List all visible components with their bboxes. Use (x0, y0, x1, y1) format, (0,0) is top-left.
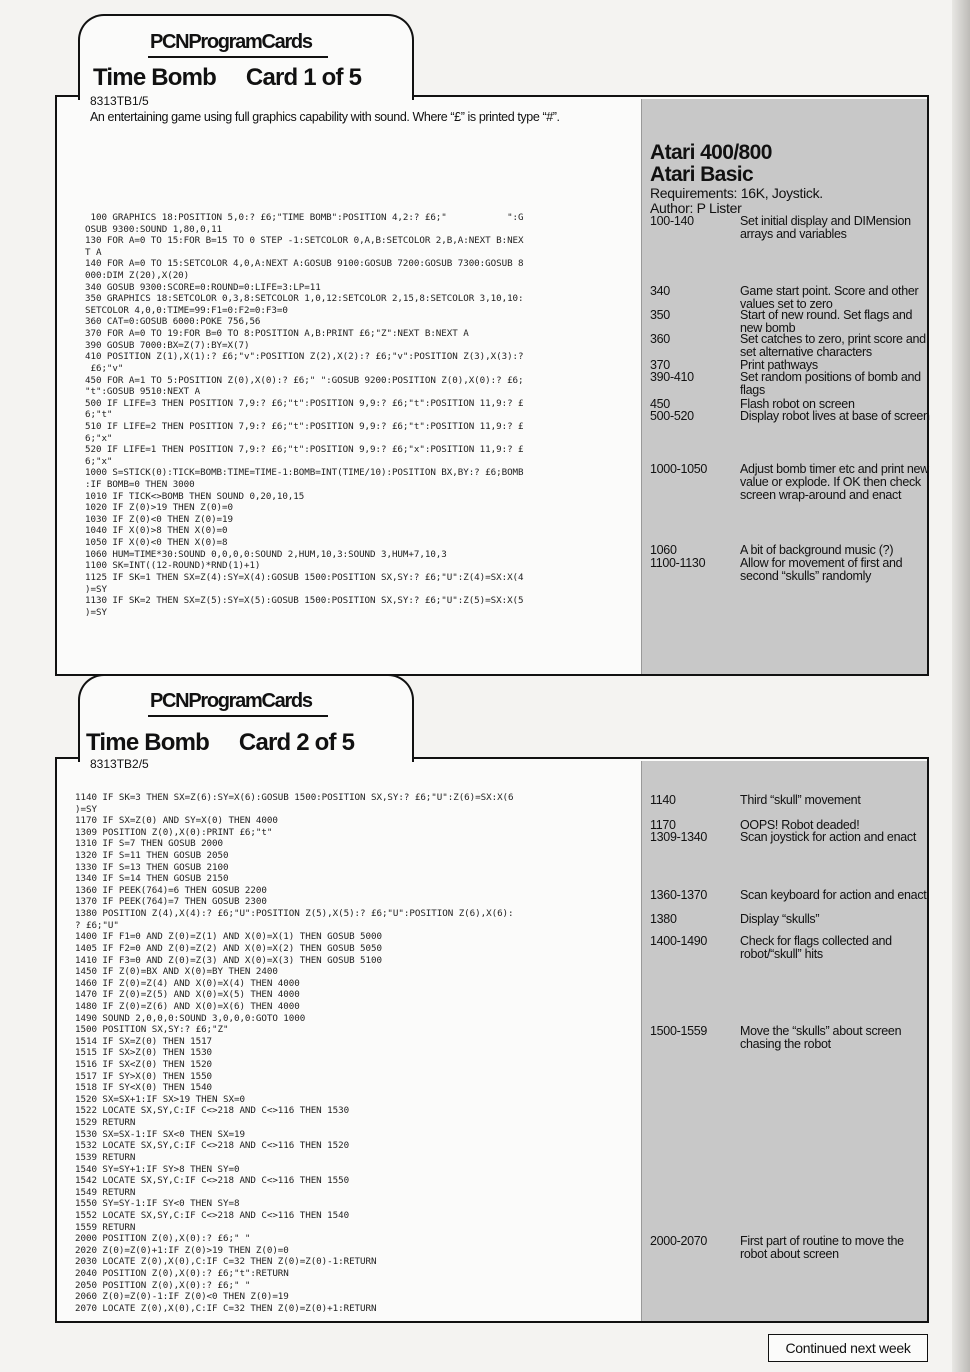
code-line: 2060 Z(0)=Z(0)-1:IF Z(0)<0 THEN Z(0)=19 (75, 1291, 289, 1303)
code-line: 1550 SY=SY-1:IF SY<0 THEN SY=8 (75, 1198, 240, 1210)
annotation-line-range: 350 (650, 308, 670, 322)
code-line: )=SY (85, 606, 107, 618)
annotation-line-range: 370 (650, 358, 670, 372)
annotation-line-range: 1309-1340 (650, 830, 708, 844)
card-2-code-id: 8313TB2/5 (90, 757, 149, 771)
annotation-line-range: 1500-1559 (650, 1024, 708, 1038)
program-card-1 (55, 95, 929, 676)
code-line: 1340 IF S=14 THEN GOSUB 2150 (75, 873, 229, 885)
card-2-card-label: Card 2 of 5 (238, 729, 355, 756)
annotation-text: First part of routine to move the robot about screen (740, 1234, 904, 1261)
code-line: 140 FOR A=0 TO 15:SETCOLOR 4,0,A:NEXT A:GOSUB 9100:GOSUB 7200:GOSUB 7300:GOSUB 8 (85, 258, 524, 270)
code-line: 1125 IF SK=1 THEN SX=Z(4):SY=X(4):GOSUB 1500:POSITION SX,SY:? £6;"U":Z(4)=SX:X(4 (85, 571, 524, 583)
annotation-text: Print pathways (740, 358, 818, 372)
code-line: 520 IF LIFE=1 THEN POSITION 7,9:? £6;"t":POSITION 9,9:? £6;"x":POSITION 11,9:? £ (85, 444, 524, 456)
code-line: 360 CAT=0:GOSUB 6000:POKE 756,56 (85, 316, 261, 328)
code-line: 1020 IF Z(0)>19 THEN Z(0)=0 (85, 502, 233, 514)
code-line: 2020 Z(0)=Z(0)+1:IF Z(0)>19 THEN Z(0)=0 (75, 1244, 289, 1256)
code-line: 1030 IF Z(0)<0 THEN Z(0)=19 (85, 513, 233, 525)
code-line: 1532 LOCATE SX,SY,C:IF C<>218 AND C<>116 THEN 1520 (75, 1140, 350, 1152)
code-line: 2030 LOCATE Z(0),X(0),C:IF C=32 THEN Z(0)=Z(0)-1:RETURN (75, 1256, 377, 1268)
code-line: 1559 RETURN (75, 1221, 136, 1233)
annotation-line-range: 360 (650, 332, 670, 346)
card-2-code-listing (75, 792, 514, 1314)
code-line: 000:DIM Z(20),X(20) (85, 270, 190, 282)
code-line: 370 FOR A=0 TO 19:FOR B=0 TO 8:POSITION A,B:PRINT £6;"Z":NEXT B:NEXT A (85, 328, 469, 340)
annotation-line-range: 340 (650, 284, 670, 298)
annotation-text: Display “skulls” (740, 912, 820, 926)
code-line: 100 GRAPHICS 18:POSITION 5,0:? £6;"TIME BOMB":POSITION 4,2:? £6;" ":G (85, 212, 524, 223)
card-2-title (86, 729, 354, 757)
card-1-brand-logo: PCNProgramCards (150, 31, 312, 53)
page-binding-edge (952, 0, 970, 1372)
annotation-line-range: 1140 (650, 793, 676, 807)
annotation-line-range: 1100-1130 (650, 556, 706, 570)
annotation-text: Set catches to zero, print score and set alternative characters (740, 332, 926, 359)
annotation-line-range: 2000-2070 (650, 1234, 708, 1248)
code-line: "t":GOSUB 9510:NEXT A (85, 386, 201, 398)
code-line: 390 GOSUB 7000:BX=Z(7):BY=X(7) (85, 339, 250, 351)
card-1-code-listing (85, 212, 524, 618)
code-line: 6;"x" (85, 432, 113, 444)
annotation-line-range: 1000-1050 (650, 462, 708, 476)
code-line: 1520 SX=SX+1:IF SX>19 THEN SX=0 (75, 1093, 245, 1105)
code-line: 1370 IF PEEK(764)=7 THEN GOSUB 2300 (75, 896, 267, 908)
code-line: 1552 LOCATE SX,SY,C:IF C<>218 AND C<>116 THEN 1540 (75, 1209, 350, 1221)
code-line: 1060 HUM=TIME*30:SOUND 0,0,0,0:SOUND 2,HUM,10,3:SOUND 3,HUM+7,10,3 (85, 548, 447, 560)
continued-notice: Continued next week (768, 1334, 928, 1362)
code-line: 1539 RETURN (75, 1151, 136, 1163)
code-line: 6;"x" (85, 455, 113, 467)
code-line: 1320 IF S=11 THEN GOSUB 2050 (75, 850, 229, 862)
code-line: 1460 IF Z(0)=Z(4) AND X(0)=X(4) THEN 4000 (75, 977, 300, 989)
code-line: 510 IF LIFE=2 THEN POSITION 7,9:? £6;"t":POSITION 9,9:? £6;"t":POSITION 11,9:? £ (85, 420, 524, 432)
card-1-brand-underline (148, 56, 328, 58)
code-line: 1010 IF TICK<>BOMB THEN SOUND 0,20,10,15 (85, 490, 305, 502)
code-line: 1500 POSITION SX,SY:? £6;"Z" (75, 1024, 229, 1036)
platform-requirements: Requirements: 16K, Joystick. (650, 185, 823, 201)
code-line: 500 IF LIFE=3 THEN POSITION 7,9:? £6;"t":POSITION 9,9:? £6;"t":POSITION 11,9:? £ (85, 397, 524, 409)
card-2-brand-underline (148, 715, 328, 717)
code-line: 340 GOSUB 9300:SCORE=0:ROUND=0:LIFE=3:LP=11 (85, 281, 321, 293)
code-line: 1540 SY=SY+1:IF SY>8 THEN SY=0 (75, 1163, 240, 1175)
code-line: 1380 POSITION Z(4),X(4):? £6;"U":POSITION Z(5),X(5):? £6;"U":POSITION Z(6),X(6): (75, 908, 514, 920)
annotation-text: Move the “skulls” about screen chasing the robot (740, 1024, 902, 1051)
code-line: 2040 POSITION Z(0),X(0):? £6;"t":RETURN (75, 1267, 289, 1279)
code-line: 1530 SX=SX-1:IF SX<0 THEN SX=19 (75, 1128, 245, 1140)
card-1-title (93, 64, 361, 92)
platform-name: Atari 400/800 (650, 141, 772, 164)
card-1-intro: An entertaining game using full graphics capability with sound. Where “£” is printed type “#”. (90, 110, 560, 124)
code-line: £6;"v" (85, 362, 124, 374)
annotation-text: Set initial display and DIMension arrays and variables (740, 214, 911, 241)
annotation-line-range: 1360-1370 (650, 888, 708, 902)
code-line: 1410 IF F3=0 AND Z(0)=Z(3) AND X(0)=X(3) THEN GOSUB 5100 (75, 954, 382, 966)
annotation-line-range: 500-520 (650, 409, 694, 423)
card-1-game-title: Time Bomb (93, 64, 217, 91)
code-line: 1000 S=STICK(0):TICK=BOMB:TIME=TIME-1:BOMB=INT(TIME/10):POSITION BX,BY:? £6;BOMB (85, 467, 524, 479)
code-line: 2070 LOCATE Z(0),X(0),C:IF C=32 THEN Z(0)=Z(0)+1:RETURN (75, 1302, 377, 1314)
program-card-2 (55, 757, 929, 1323)
code-line: 1050 IF X(0)<0 THEN X(0)=8 (85, 537, 228, 549)
code-line: 1450 IF Z(0)=BX AND X(0)=BY THEN 2400 (75, 966, 278, 978)
code-line: 1330 IF S=13 THEN GOSUB 2100 (75, 861, 229, 873)
code-line: 1309 POSITION Z(0),X(0):PRINT £6;"t" (75, 826, 273, 838)
annotation-text: Start of new round. Set flags and new bomb (740, 308, 913, 335)
platform-author: Author: P Lister (650, 200, 742, 216)
annotation-text: Set random positions of bomb and flags (740, 370, 921, 397)
annotation-line-range: 1170 (650, 818, 676, 832)
annotation-text: Scan joystick for action and enact (740, 830, 917, 844)
annotation-text: Display robot lives at base of screen (740, 409, 930, 423)
code-line: 1529 RETURN (75, 1117, 136, 1129)
annotation-text: OOPS! Robot deaded! (740, 818, 860, 832)
code-line: 1170 IF SX=Z(0) AND SY=X(0) THEN 4000 (75, 815, 278, 827)
code-line: ? £6;"U" (75, 919, 119, 931)
code-line: 1516 IF SX<Z(0) THEN 1520 (75, 1059, 213, 1071)
annotation-text: A bit of background music (?) (740, 543, 894, 557)
annotation-text: Scan keyboard for action and enact (740, 888, 927, 902)
code-line: 1522 LOCATE SX,SY,C:IF C<>218 AND C<>116 THEN 1530 (75, 1105, 350, 1117)
code-line: 2050 POSITION Z(0),X(0):? £6;" " (75, 1279, 251, 1291)
annotation-line-range: 450 (650, 397, 670, 411)
code-line: 350 GRAPHICS 18:SETCOLOR 0,3,8:SETCOLOR 1,0,12:SETCOLOR 2,15,8:SETCOLOR 3,10,10: (85, 293, 524, 305)
annotation-line-range: 1380 (650, 912, 677, 926)
annotation-line-range: 1060 (650, 543, 677, 557)
code-line: )=SY (75, 803, 97, 815)
code-line: 1140 IF SK=3 THEN SX=Z(6):SY=X(6):GOSUB 1500:POSITION SX,SY:? £6;"U":Z(6)=SX:X(6 (75, 792, 514, 803)
annotation-text: Flash robot on screen (740, 397, 855, 411)
code-line: :IF BOMB=0 THEN 3000 (85, 479, 195, 491)
code-line: 130 FOR A=0 TO 15:FOR B=15 TO 0 STEP -1:SETCOLOR 0,A,B:SETCOLOR 2,B,A:NEXT B:NEX (85, 235, 524, 247)
code-line: OSUB 9300:SOUND 1,80,0,11 (85, 223, 223, 235)
code-line: 1542 LOCATE SX,SY,C:IF C<>218 AND C<>116 THEN 1550 (75, 1175, 350, 1187)
code-line: 1400 IF F1=0 AND Z(0)=Z(1) AND X(0)=X(1) THEN GOSUB 5000 (75, 931, 382, 943)
annotation-text: Allow for movement of first and second “skulls” randomly (740, 556, 903, 583)
code-line: 6;"t" (85, 409, 113, 421)
annotation-text: Check for flags collected and robot/“skull” hits (740, 934, 892, 961)
card-1-card-label: Card 1 of 5 (245, 64, 362, 91)
annotation-line-range: 100-140 (650, 214, 694, 228)
code-line: SETCOLOR 4,0,0:TIME=99:F1=0:F2=0:F3=0 (85, 304, 288, 316)
code-line: 1490 SOUND 2,0,0,0:SOUND 3,0,0,0:GOTO 1000 (75, 1012, 306, 1024)
annotation-text: Adjust bomb timer etc and print new value or explode. If OK then check screen wrap-around and enact (740, 462, 929, 502)
code-line: 1518 IF SY<X(0) THEN 1540 (75, 1082, 213, 1094)
code-line: 1549 RETURN (75, 1186, 136, 1198)
code-line: 1130 IF SK=2 THEN SX=Z(5):SY=X(5):GOSUB 1500:POSITION SX,SY:? £6;"U":Z(5)=SX:X(5 (85, 595, 524, 607)
platform-info (650, 142, 823, 216)
platform-language: Atari Basic (650, 163, 754, 186)
card-2-game-title: Time Bomb (86, 729, 210, 756)
code-line: 1405 IF F2=0 AND Z(0)=Z(2) AND X(0)=X(2) THEN GOSUB 5050 (75, 942, 382, 954)
code-line: 1514 IF SX=Z(0) THEN 1517 (75, 1035, 213, 1047)
card-1-code-id: 8313TB1/5 (90, 94, 149, 108)
code-line: 1310 IF S=7 THEN GOSUB 2000 (75, 838, 223, 850)
card-2-brand-logo: PCNProgramCards (150, 690, 312, 712)
code-line: 410 POSITION Z(1),X(1):? £6;"v":POSITION Z(2),X(2):? £6;"v":POSITION Z(3),X(3):? (85, 351, 524, 363)
code-line: 450 FOR A=1 TO 5:POSITION Z(0),X(0):? £6;" ":GOSUB 9200:POSITION Z(0),X(0):? £6; (85, 374, 524, 386)
code-line: 1100 SK=INT((12-ROUND)*RND(1)+1) (85, 560, 261, 572)
annotation-text: Third “skull” movement (740, 793, 861, 807)
code-line: 1360 IF PEEK(764)=6 THEN GOSUB 2200 (75, 884, 267, 896)
card-2-annotations (650, 759, 930, 1321)
code-line: 1470 IF Z(0)=Z(5) AND X(0)=X(5) THEN 4000 (75, 989, 300, 1001)
annotation-text: Game start point. Score and other values set to zero (740, 284, 919, 311)
code-line: 1480 IF Z(0)=Z(6) AND X(0)=X(6) THEN 4000 (75, 1000, 300, 1012)
annotation-line-range: 390-410 (650, 370, 694, 384)
code-line: T A (85, 246, 102, 258)
code-line: )=SY (85, 583, 107, 595)
annotation-line-range: 1400-1490 (650, 934, 708, 948)
code-line: 1515 IF SX>Z(0) THEN 1530 (75, 1047, 213, 1059)
code-line: 2000 POSITION Z(0),X(0):? £6;" " (75, 1233, 251, 1245)
code-line: 1040 IF X(0)>8 THEN X(0)=0 (85, 525, 228, 537)
code-line: 1517 IF SY>X(0) THEN 1550 (75, 1070, 213, 1082)
